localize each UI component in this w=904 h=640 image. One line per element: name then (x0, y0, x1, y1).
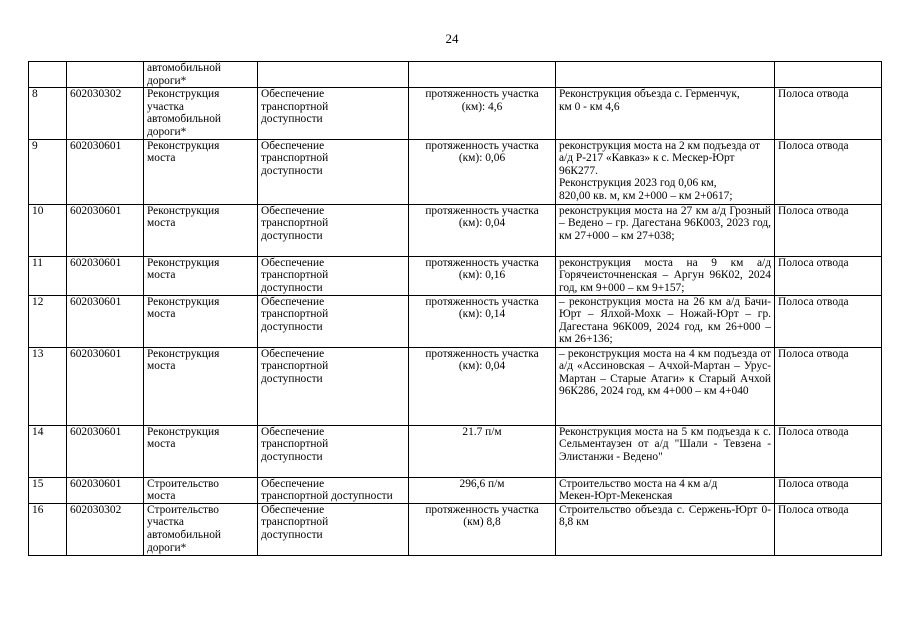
table-row (29, 256, 882, 295)
name-cell: Строительство моста (144, 477, 258, 503)
code-cell: 602030601 (67, 295, 144, 347)
row-number: 16 (29, 503, 67, 555)
code-cell: 602030601 (67, 425, 144, 477)
object-description-cell: реконструкция моста на 2 км подъезда от а/д Р-217 «Кавказ» к с. Мескер-Юрт 96К277. Реконструкция 2023 год 0,06 км, 820,00 кв. м, км 2+000 – км 2+0617; (556, 139, 775, 204)
length-cell: протяженность участка (км) 8,8 (409, 503, 556, 555)
object-description-cell: реконструкция моста на 27 км а/д Грозный – Ведено – гр. Дагестана 96К003, 2023 год, км 27+000 – км 27+038; (556, 204, 775, 256)
code-cell: 602030601 (67, 256, 144, 295)
table-row (29, 88, 882, 139)
object-description-cell: – реконструкция моста на 26 км а/д Бачи-Юрт – Ялхой-Мохк – Ножай-Юрт – гр. Дагестана 96К009, 2024 год, км 26+000 – км 26+136; (556, 295, 775, 347)
table-row (29, 204, 882, 256)
name-cell: Реконструкция моста (144, 256, 258, 295)
purpose-cell: Обеспечение транспортной доступности (258, 477, 409, 503)
table-row (29, 295, 882, 347)
zone-cell: Полоса отвода (775, 425, 882, 477)
row-number: 10 (29, 204, 67, 256)
zone-cell: Полоса отвода (775, 139, 882, 204)
table-row (29, 477, 882, 503)
length-cell: протяженность участка (км): 0,04 (409, 347, 556, 425)
name-cell: Строительство участка автомобильной дороги* (144, 503, 258, 555)
table-row (29, 62, 882, 88)
purpose-cell (258, 62, 409, 88)
table-row (29, 139, 882, 204)
length-cell (409, 62, 556, 88)
purpose-cell: Обеспечение транспортной доступности (258, 256, 409, 295)
row-number: 14 (29, 425, 67, 477)
name-cell: Реконструкция моста (144, 347, 258, 425)
length-cell: протяженность участка (км): 0,04 (409, 204, 556, 256)
name-cell: Реконструкция моста (144, 425, 258, 477)
code-cell: 602030601 (67, 204, 144, 256)
code-cell (67, 62, 144, 88)
row-number: 11 (29, 256, 67, 295)
length-cell: протяженность участка (км): 0,16 (409, 256, 556, 295)
length-cell: протяженность участка (км): 0,14 (409, 295, 556, 347)
zone-cell (775, 62, 882, 88)
table-row (29, 425, 882, 477)
code-cell: 602030302 (67, 503, 144, 555)
purpose-cell: Обеспечение транспортной доступности (258, 88, 409, 139)
length-cell: 21.7 п/м (409, 425, 556, 477)
row-number: 15 (29, 477, 67, 503)
purpose-cell: Обеспечение транспортной доступности (258, 204, 409, 256)
zone-cell: Полоса отвода (775, 503, 882, 555)
purpose-cell: Обеспечение транспортной доступности (258, 295, 409, 347)
name-cell: Реконструкция моста (144, 295, 258, 347)
object-description-cell: Строительство моста на 4 км а/д Мекен-Юрт-Мекенская (556, 477, 775, 503)
object-description-cell: Реконструкция моста на 5 км подъезда к с. Сельментаузен от а/д "Шали - Тевзена - Элистанжи - Ведено" (556, 425, 775, 477)
name-cell: Реконструкция моста (144, 139, 258, 204)
length-cell: протяженность участка (км): 4,6 (409, 88, 556, 139)
row-number (29, 62, 67, 88)
zone-cell: Полоса отвода (775, 477, 882, 503)
row-number: 9 (29, 139, 67, 204)
name-cell: автомобильной дороги* (144, 62, 258, 88)
code-cell: 602030302 (67, 88, 144, 139)
object-description-cell: Реконструкция объезда с. Герменчук, км 0 - км 4,6 (556, 88, 775, 139)
code-cell: 602030601 (67, 347, 144, 425)
zone-cell: Полоса отвода (775, 347, 882, 425)
object-description-cell: реконструкция моста на 9 км а/д Горячеисточненская – Аргун 96К02, 2024 год, км 9+000 – км 9+157; (556, 256, 775, 295)
zone-cell: Полоса отвода (775, 88, 882, 139)
object-description-cell (556, 62, 775, 88)
purpose-cell: Обеспечение транспортной доступности (258, 503, 409, 555)
zone-cell: Полоса отвода (775, 256, 882, 295)
table-row (29, 347, 882, 425)
objects-table (28, 61, 882, 556)
row-number: 13 (29, 347, 67, 425)
page-number: 24 (445, 31, 459, 46)
purpose-cell: Обеспечение транспортной доступности (258, 139, 409, 204)
code-cell: 602030601 (67, 139, 144, 204)
row-number: 8 (29, 88, 67, 139)
zone-cell: Полоса отвода (775, 204, 882, 256)
name-cell: Реконструкция моста (144, 204, 258, 256)
length-cell: 296,6 п/м (409, 477, 556, 503)
zone-cell: Полоса отвода (775, 295, 882, 347)
table-body (29, 62, 882, 556)
purpose-cell: Обеспечение транспортной доступности (258, 347, 409, 425)
row-number: 12 (29, 295, 67, 347)
length-cell: протяженность участка (км): 0,06 (409, 139, 556, 204)
object-description-cell: Строительство объезда с. Сержень-Юрт 0-8,8 км (556, 503, 775, 555)
object-description-cell: – реконструкция моста на 4 км подъезда от а/д «Ассиновская – Ачхой-Мартан – Урус-Мартан – Старые Атаги» к Старый Ачхой 96К286, 2024 год, км 4+000 – км 4+040 (556, 347, 775, 425)
purpose-cell: Обеспечение транспортной доступности (258, 425, 409, 477)
table-row (29, 503, 882, 555)
name-cell: Реконструкция участка автомобильной дороги* (144, 88, 258, 139)
code-cell: 602030601 (67, 477, 144, 503)
